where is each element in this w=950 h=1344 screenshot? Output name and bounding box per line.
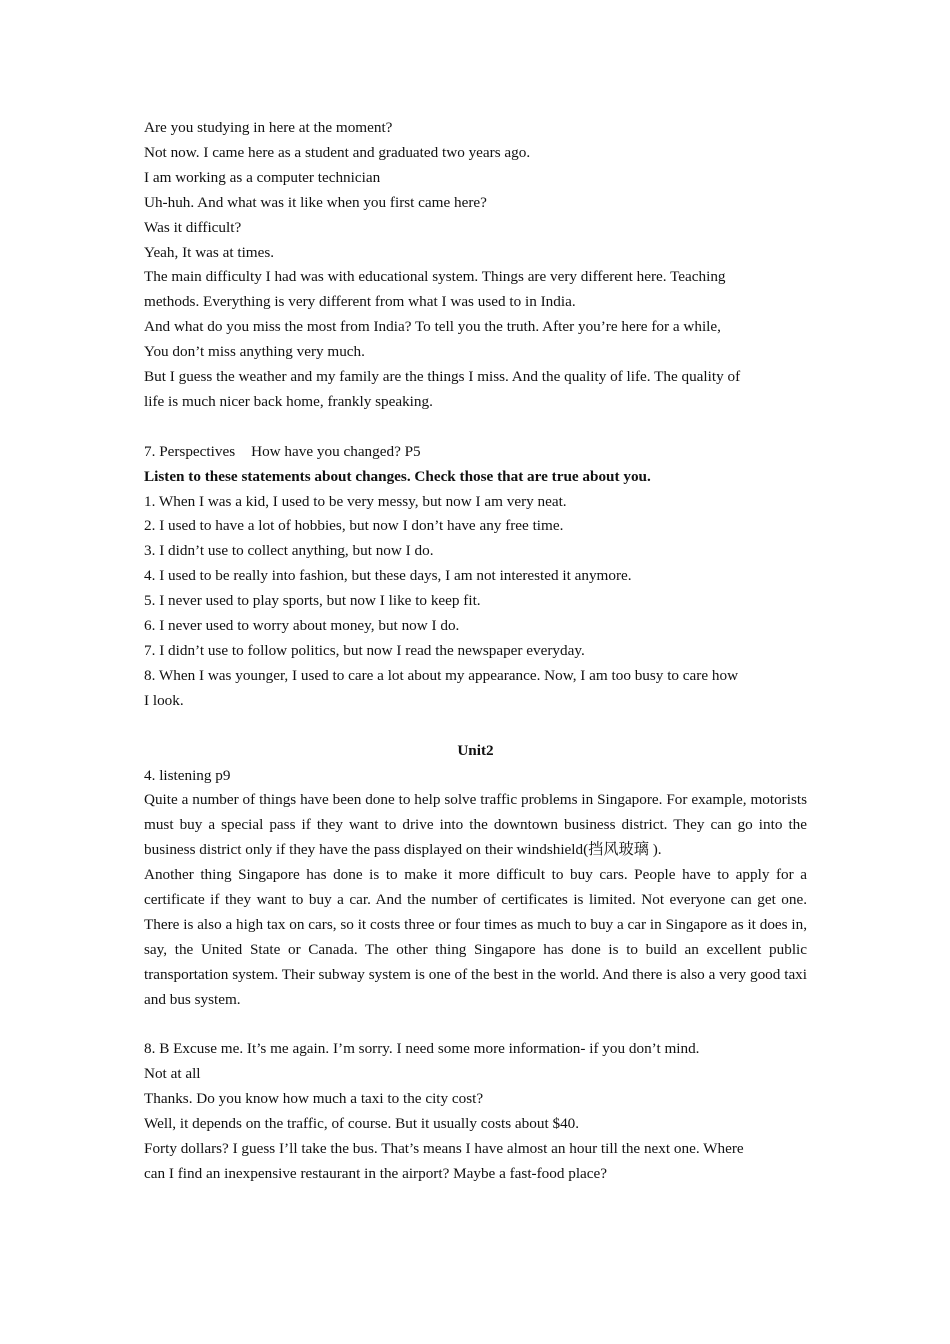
document-page [144, 116, 807, 1187]
statement-item: 6. I never used to worry about money, but now I do. [144, 617, 460, 635]
dialogue-line: Not now. I came here as a student and graduated two years ago. [144, 143, 531, 161]
dialogue-line: I am working as a computer technician [144, 168, 381, 186]
paragraph: Another thing Singapore has done is to make it more difficult to buy cars. People have to apply for a certificate if they want to buy a car. And the number of certificates is limited. Not everyone can get one. There is also a high tax on cars, so it costs three or four times as much to buy a car in Singapore as it does in, say, the United State or Canada. The other thing Singapore has done is to build an excellent public transportation system. Their subway system is one of the best in the world. And there is also a very good taxi and bus system. [144, 866, 807, 1008]
section-heading-right: How have you changed? P5 [251, 442, 421, 460]
instruction-text: Listen to these statements about changes. Check those that are true about you. [144, 467, 651, 485]
perspectives-section [144, 440, 807, 714]
section-heading [144, 440, 807, 465]
dialogue-section-2 [144, 1037, 807, 1186]
statement-item: 1. When I was a kid, I used to be very messy, but now I am very neat. [144, 492, 567, 510]
spacer [144, 415, 807, 440]
dialogue-line: You don’t miss anything very much. [144, 343, 365, 361]
dialogue-line: Uh-huh. And what was it like when you first came here? [144, 193, 487, 211]
statement-item: 4. I used to be really into fashion, but these days, I am not interested it anymore. [144, 567, 632, 585]
dialogue-line: But I guess the weather and my family are the things I miss. And the quality of life. The quality of [144, 368, 741, 386]
dialogue-line: Was it difficult? [144, 218, 242, 236]
listening-subheading: 4. listening p9 [144, 766, 231, 784]
dialogue-line: Yeah, It was at times. [144, 243, 275, 261]
dialogue-line: 8. B Excuse me. It’s me again. I’m sorry. I need some more information- if you don’t mind. [144, 1040, 700, 1058]
dialogue-line: Well, it depends on the traffic, of course. But it usually costs about $40. [144, 1115, 580, 1133]
unit2-section [144, 739, 807, 1013]
dialogue-line: can I find an inexpensive restaurant in the airport? Maybe a fast-food place? [144, 1165, 608, 1183]
dialogue-line: Are you studying in here at the moment? [144, 119, 393, 136]
statement-item: 8. When I was younger, I used to care a lot about my appearance. Now, I am too busy to care how [144, 666, 739, 684]
dialogue-line: Forty dollars? I guess I’ll take the bus. That’s means I have almost an hour till the next one. Where [144, 1140, 744, 1158]
dialogue-section-1 [144, 116, 807, 415]
spacer [144, 1013, 807, 1038]
dialogue-line: life is much nicer back home, frankly speaking. [144, 392, 433, 410]
dialogue-line: Not at all [144, 1065, 201, 1083]
statement-item: 3. I didn’t use to collect anything, but now I do. [144, 542, 434, 560]
paragraph: Quite a number of things have been done to help solve traffic problems in Singapore. For example, motorists must buy a special pass if they want to drive into the downtown business district. They can go into the business district only if they have the pass displayed on their windshield(挡风玻璃 ). [144, 791, 807, 859]
statement-item: I look. [144, 691, 184, 709]
dialogue-line: methods. Everything is very different from what I was used to in India. [144, 293, 576, 311]
dialogue-line: And what do you miss the most from India? To tell you the truth. After you’re here for a while, [144, 318, 721, 336]
statement-item: 2. I used to have a lot of hobbies, but now I don’t have any free time. [144, 517, 564, 535]
dialogue-line: The main difficulty I had was with educational system. Things are very different here. Teaching [144, 268, 726, 286]
statement-item: 7. I didn’t use to follow politics, but now I read the newspaper everyday. [144, 642, 585, 660]
statement-item: 5. I never used to play sports, but now I like to keep fit. [144, 592, 481, 610]
section-heading-left: 7. Perspectives [144, 442, 236, 460]
dialogue-line: Thanks. Do you know how much a taxi to the city cost? [144, 1090, 484, 1108]
unit-title: Unit2 [457, 741, 494, 759]
spacer [144, 714, 807, 739]
